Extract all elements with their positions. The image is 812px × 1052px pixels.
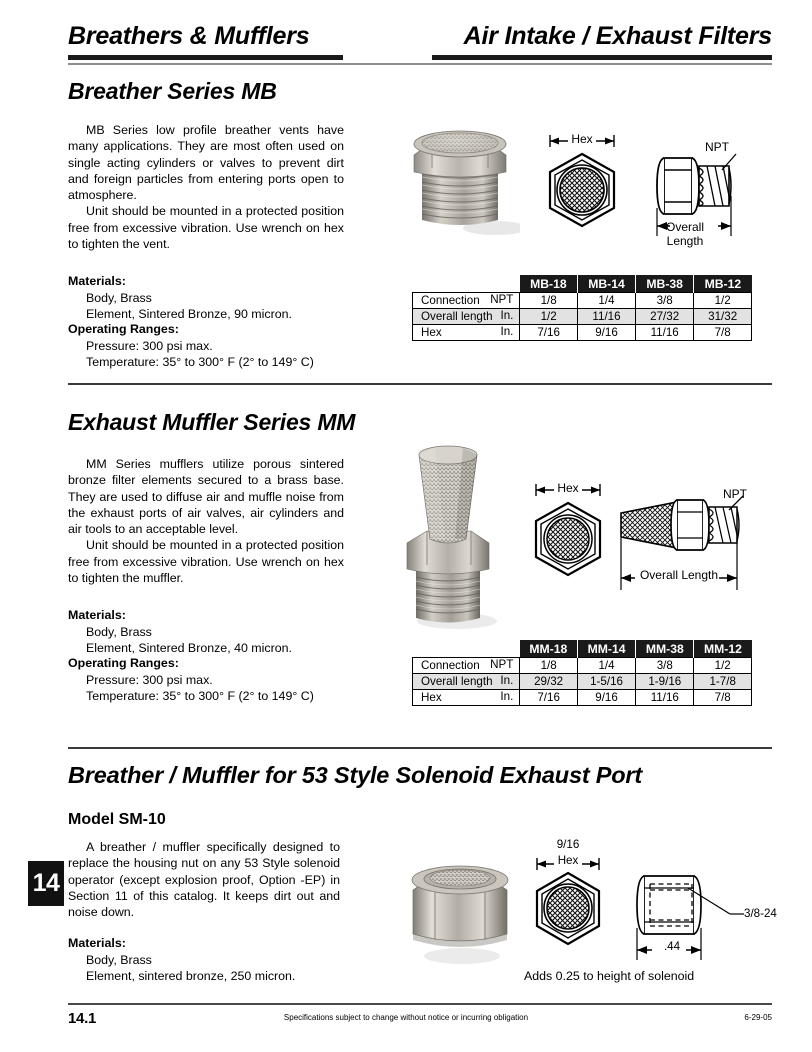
row-label-unit: NPT [490, 658, 514, 671]
mb-npt-label: NPT [705, 140, 729, 154]
table-cell: 9/16 [577, 690, 635, 706]
row-label-text: Connection [421, 659, 480, 672]
section-mm-paragraph-2: Unit should be mounted in a protected position free from excessive vibration. Use wrench on hex to tighten the muffler. [68, 538, 344, 586]
row-label-text: Overall length [421, 675, 493, 688]
mm-hex-dimension-label: Hex [557, 481, 579, 495]
table-row [413, 309, 752, 325]
table-column-header: MM-38 [636, 640, 694, 658]
section-mb-ranges-heading: Operating Ranges: [68, 322, 179, 336]
table-row-label [413, 325, 520, 341]
sm10-thread-label: 3/8-24 [744, 907, 777, 920]
mm-overall-label: Overall Length [639, 568, 719, 582]
footer-page-number: 14.1 [68, 1010, 96, 1027]
section-mb-materials-heading: Materials: [68, 274, 126, 288]
row-label-text: Hex [421, 326, 442, 339]
list-item: Temperature: 35° to 300° F (2° to 149° C) [86, 355, 314, 370]
table-cell: 9/16 [577, 325, 635, 341]
section-title-mm: Exhaust Muffler Series MM [68, 409, 356, 435]
mb-overall-label-line1: Overall [665, 220, 704, 234]
section-mb-ranges-list [68, 338, 314, 371]
table-cell: 3/8 [636, 293, 694, 309]
footer-note: Specifications subject to change without notice or incurring obligation [283, 1013, 529, 1022]
mm-hex-end-view-drawing [528, 497, 608, 581]
mm-product-photo [385, 443, 515, 633]
table-column-header: MB-14 [577, 275, 635, 293]
running-head-left-rule [68, 55, 343, 60]
sm10-hex-end-view-drawing [530, 868, 606, 950]
table-row [413, 690, 752, 706]
table-row-label [413, 293, 520, 309]
row-label-text: Connection [421, 294, 480, 307]
table-cell: 1/4 [577, 293, 635, 309]
table-cell: 1/2 [694, 658, 752, 674]
list-item: Body, Brass [86, 291, 152, 305]
row-label-text: Hex [421, 691, 442, 704]
list-item: Element, sintered bronze, 250 micron. [86, 969, 296, 984]
mb-overall-label-line2: Length [666, 234, 704, 248]
table-cell: 7/16 [520, 690, 578, 706]
table-corner-blank [413, 275, 520, 293]
row-label-unit: In. [500, 690, 514, 703]
running-head-right-rule [432, 55, 772, 60]
row-label-unit: NPT [490, 293, 514, 306]
list-item: Element, Sintered Bronze, 90 micron. [86, 307, 292, 322]
table-cell: 7/16 [520, 325, 578, 341]
footer-date: 6-29-05 [744, 1013, 772, 1022]
section-sm10-materials-list [68, 952, 295, 985]
sm10-hex-size-label: 9/16 [556, 838, 580, 851]
list-item: Element, Sintered Bronze, 40 micron. [86, 641, 292, 656]
section-mb-paragraph-2: Unit should be mounted in a protected position free from excessive vibration. Use wrench on hex to tighten the vent. [68, 204, 344, 252]
table-row [413, 325, 752, 341]
section-title-sm10: Breather / Muffler for 53 Style Solenoid Exhaust Port [68, 762, 642, 788]
table-column-header: MM-12 [694, 640, 752, 658]
section-mm-materials-heading: Materials: [68, 608, 126, 622]
table-cell: 1/8 [520, 293, 578, 309]
section-mb-materials-list [68, 290, 292, 323]
table-column-header: MB-18 [520, 275, 578, 293]
table-cell: 1/2 [694, 293, 752, 309]
table-row [413, 293, 752, 309]
row-label-unit: In. [500, 309, 514, 322]
list-item: Pressure: 300 psi max. [86, 673, 213, 687]
table-row-label [413, 658, 520, 674]
section-mb-body [68, 122, 344, 252]
sm10-height-label: .44 [663, 940, 681, 953]
running-head [68, 22, 772, 68]
table-cell: 1-5/16 [577, 674, 635, 690]
page-section-tab: 14 [28, 861, 64, 906]
table-cell: 1/8 [520, 658, 578, 674]
table-cell: 11/16 [636, 690, 694, 706]
table-column-header: MB-38 [636, 275, 694, 293]
table-cell: 7/8 [694, 325, 752, 341]
row-label-unit: In. [500, 674, 514, 687]
mb-product-photo [400, 128, 520, 243]
table-cell: 31/32 [694, 309, 752, 325]
table-cell: 29/32 [520, 674, 578, 690]
table-column-header: MM-18 [520, 640, 578, 658]
table-column-header: MM-14 [577, 640, 635, 658]
section-mm-ranges-heading: Operating Ranges: [68, 656, 179, 670]
section-mm-paragraph-1: MM Series mufflers utilize porous sintered bronze filter elements secured to a brass base. They are used to diffuse air and muffle noise from the exhaust ports of air valves, air cylinders and air tools to an acceptable level. [68, 457, 344, 537]
row-label-text: Overall length [421, 310, 493, 323]
sm10-caption: Adds 0.25 to height of solenoid [524, 969, 695, 983]
section-sm10-paragraph-1: A breather / muffler specifically designed to replace the housing nut on any 53 Style solenoid operator (except explosion proof, Option -EP) in Section 11 of this catalog. It keeps dirt out and noise down. [68, 840, 340, 920]
table-corner-blank [413, 640, 520, 658]
section-mm-materials-list [68, 624, 292, 657]
running-head-left-title: Breathers & Mufflers [68, 22, 310, 50]
list-item: Pressure: 300 psi max. [86, 339, 213, 353]
section-divider-2 [68, 747, 772, 749]
list-item: Body, Brass [86, 953, 152, 967]
table-row [413, 658, 752, 674]
mm-npt-label: NPT [723, 487, 747, 501]
section-mm-ranges-list [68, 672, 314, 705]
mm-specification-table [412, 640, 752, 706]
table-cell: 7/8 [694, 690, 752, 706]
table-cell: 11/16 [577, 309, 635, 325]
section-title-mb: Breather Series MB [68, 78, 277, 104]
table-header-row [413, 275, 752, 293]
running-head-gray-rule [68, 63, 772, 65]
table-cell: 3/8 [636, 658, 694, 674]
mb-hex-end-view-drawing [542, 148, 622, 232]
table-row [413, 674, 752, 690]
section-sm10-model-heading: Model SM-10 [68, 811, 166, 828]
table-column-header: MB-12 [694, 275, 752, 293]
table-cell: 11/16 [636, 325, 694, 341]
running-head-right-title: Air Intake / Exhaust Filters [463, 22, 772, 50]
mb-hex-dimension-label: Hex [571, 132, 593, 146]
sm10-product-photo [400, 862, 515, 967]
sm10-hex-label: Hex [557, 854, 579, 867]
table-cell: 1-9/16 [636, 674, 694, 690]
list-item: Temperature: 35° to 300° F (2° to 149° C) [86, 689, 314, 704]
section-sm10-materials-heading: Materials: [68, 936, 126, 950]
mm-side-view-drawing [615, 490, 770, 600]
table-cell: 1/2 [520, 309, 578, 325]
section-divider-1 [68, 383, 772, 385]
table-cell: 1-7/8 [694, 674, 752, 690]
row-label-unit: In. [500, 325, 514, 338]
section-sm10-body [68, 839, 340, 920]
section-mm-body [68, 456, 344, 586]
table-cell: 1/4 [577, 658, 635, 674]
table-cell: 27/32 [636, 309, 694, 325]
table-row-label [413, 309, 520, 325]
section-mb-paragraph-1: MB Series low profile breather vents have many applications. They are most often used on single acting cylinders or valves to prevent dirt and foreign particles from entering ports open to atmosphere. [68, 123, 344, 203]
table-row-label [413, 690, 520, 706]
footer-rule [68, 1003, 772, 1005]
mb-specification-table [412, 275, 752, 341]
table-row-label [413, 674, 520, 690]
list-item: Body, Brass [86, 625, 152, 639]
table-header-row [413, 640, 752, 658]
